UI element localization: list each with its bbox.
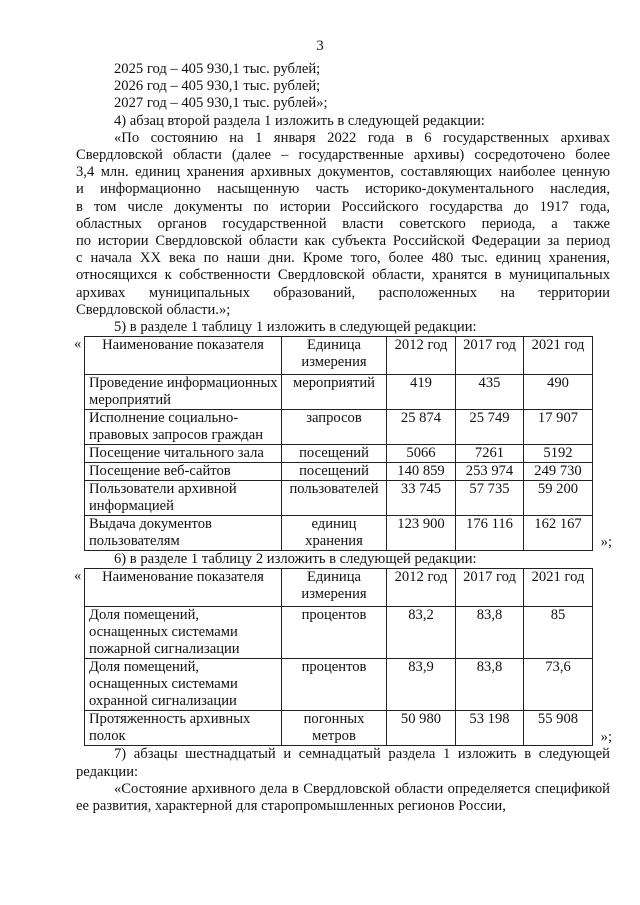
table-header-row xyxy=(85,337,593,375)
value-2021: 73,6 xyxy=(524,659,593,711)
item-4-line: областных органов государственной власти советского периода, а также xyxy=(76,215,610,232)
header-2021: 2021 год xyxy=(524,569,593,607)
item-6-intro: 6) в разделе 1 таблицу 2 изложить в следующей редакции: xyxy=(114,551,477,568)
item-7-text: «Состояние архивного дела в Свердловской области определяется спецификой ее развития, характерной для старопромышленных регионов России, xyxy=(76,780,610,815)
value-2012: 83,2 xyxy=(387,607,456,659)
indicator-name: Выдача документов пользователям xyxy=(85,516,282,551)
header-unit: Единица измерения xyxy=(282,569,387,607)
value-2021: 5192 xyxy=(524,445,593,463)
header-2021: 2021 год xyxy=(524,337,593,375)
table-row xyxy=(85,375,593,410)
value-2017: 53 198 xyxy=(456,711,524,746)
table-2-wrapper xyxy=(74,568,612,746)
table-row xyxy=(85,607,593,659)
value-2017: 7261 xyxy=(456,445,524,463)
table-row xyxy=(85,659,593,711)
table-1-wrapper xyxy=(74,336,612,551)
value-2017: 176 116 xyxy=(456,516,524,551)
indicator-unit: единиц хранения xyxy=(282,516,387,551)
item-4-intro: 4) абзац второй раздела 1 изложить в следующей редакции: xyxy=(114,112,485,129)
item-4-line: 3,4 млн. единиц хранения архивных документов, составляющих наиболее ценную xyxy=(76,164,610,181)
value-2017: 83,8 xyxy=(456,659,524,711)
indicator-unit: посещений xyxy=(282,445,387,463)
indicator-name: Пользователи архивной информацией xyxy=(85,481,282,516)
indicator-name: Посещение читального зала xyxy=(85,445,282,463)
opening-quote: « xyxy=(74,568,82,585)
indicator-unit: процентов xyxy=(282,659,387,711)
closing-quote: »; xyxy=(600,534,612,551)
value-2021: 249 730 xyxy=(524,463,593,481)
value-2017: 57 735 xyxy=(456,481,524,516)
table-header-row xyxy=(85,569,593,607)
value-2021: 490 xyxy=(524,375,593,410)
value-2012: 419 xyxy=(387,375,456,410)
indicator-unit: посещений xyxy=(282,463,387,481)
header-indicator-name: Наименование показателя xyxy=(85,337,282,375)
indicator-name: Посещение веб-сайтов xyxy=(85,463,282,481)
value-2017: 435 xyxy=(456,375,524,410)
indicator-name: Исполнение социально-правовых запросов граждан xyxy=(85,410,282,445)
closing-quote: »; xyxy=(600,729,612,746)
header-2012: 2012 год xyxy=(387,337,456,375)
page-number: 3 xyxy=(316,38,324,54)
indicator-unit: мероприятий xyxy=(282,375,387,410)
header-indicator-name: Наименование показателя xyxy=(85,569,282,607)
value-2021: 59 200 xyxy=(524,481,593,516)
table-2 xyxy=(84,568,593,746)
header-2017: 2017 год xyxy=(456,337,524,375)
table-row xyxy=(85,711,593,746)
indicator-name: Доля помещений, оснащенных системами охранной сигнализации xyxy=(85,659,282,711)
header-2012: 2012 год xyxy=(387,569,456,607)
item-4-line: относящихся к собственности Свердловской области, хранятся в муниципальных xyxy=(76,267,610,284)
item-4-line: по истории Свердловской области как субъекта Российской Федерации за период xyxy=(76,233,610,250)
item-5-intro: 5) в разделе 1 таблицу 1 изложить в следующей редакции: xyxy=(114,319,477,336)
value-2017: 83,8 xyxy=(456,607,524,659)
indicator-name: Доля помещений, оснащенных системами пожарной сигнализации xyxy=(85,607,282,659)
indicator-unit: процентов xyxy=(282,607,387,659)
value-2021: 162 167 xyxy=(524,516,593,551)
item-4-line: с начала XX века по наши дни. Кроме того, более 480 тыс. единиц хранения, xyxy=(76,250,610,267)
budget-line: 2025 год – 405 930,1 тыс. рублей; xyxy=(114,61,321,77)
header-2017: 2017 год xyxy=(456,569,524,607)
value-2012: 25 874 xyxy=(387,410,456,445)
table-row xyxy=(85,410,593,445)
value-2017: 25 749 xyxy=(456,410,524,445)
value-2012: 83,9 xyxy=(387,659,456,711)
indicator-unit: запросов xyxy=(282,410,387,445)
item-4-line: в том числе документы по истории Российского государства до 1917 года, xyxy=(76,198,610,215)
header-unit: Единица измерения xyxy=(282,337,387,375)
value-2012: 123 900 xyxy=(387,516,456,551)
item-4-line: Свердловской области.»; xyxy=(76,301,231,318)
table-row xyxy=(85,516,593,551)
item-7-intro: 7) абзацы шестнадцатый и семнадцатый раздела 1 изложить в следующей редакции: xyxy=(76,746,610,780)
value-2012: 140 859 xyxy=(387,463,456,481)
item-4-line: архивах муниципальных образований, расположенных на территории xyxy=(76,284,610,301)
table-1 xyxy=(84,336,593,551)
indicator-unit: погонных метров xyxy=(282,711,387,746)
table-row xyxy=(85,463,593,481)
item-4-line: и информационно насыщенную часть историко-документального наследия, xyxy=(76,181,610,198)
value-2021: 85 xyxy=(524,607,593,659)
table-row xyxy=(85,445,593,463)
value-2012: 33 745 xyxy=(387,481,456,516)
indicator-unit: пользователей xyxy=(282,481,387,516)
indicator-name: Проведение информационных мероприятий xyxy=(85,375,282,410)
document-body xyxy=(76,61,610,815)
value-2017: 253 974 xyxy=(456,463,524,481)
indicator-name: Протяженность архивных полок xyxy=(85,711,282,746)
value-2021: 55 908 xyxy=(524,711,593,746)
item-4-line: «По состоянию на 1 января 2022 года в 6 государственных архивах xyxy=(114,129,610,146)
budget-line: 2026 год – 405 930,1 тыс. рублей; xyxy=(114,78,321,95)
value-2021: 17 907 xyxy=(524,410,593,445)
table-row xyxy=(85,481,593,516)
budget-line: 2027 год – 405 930,1 тыс. рублей»; xyxy=(114,95,328,112)
value-2012: 5066 xyxy=(387,445,456,463)
opening-quote: « xyxy=(74,336,82,353)
value-2012: 50 980 xyxy=(387,711,456,746)
item-4-line: Свердловской области (далее – государственные архивы) сосредоточено более xyxy=(76,147,610,164)
